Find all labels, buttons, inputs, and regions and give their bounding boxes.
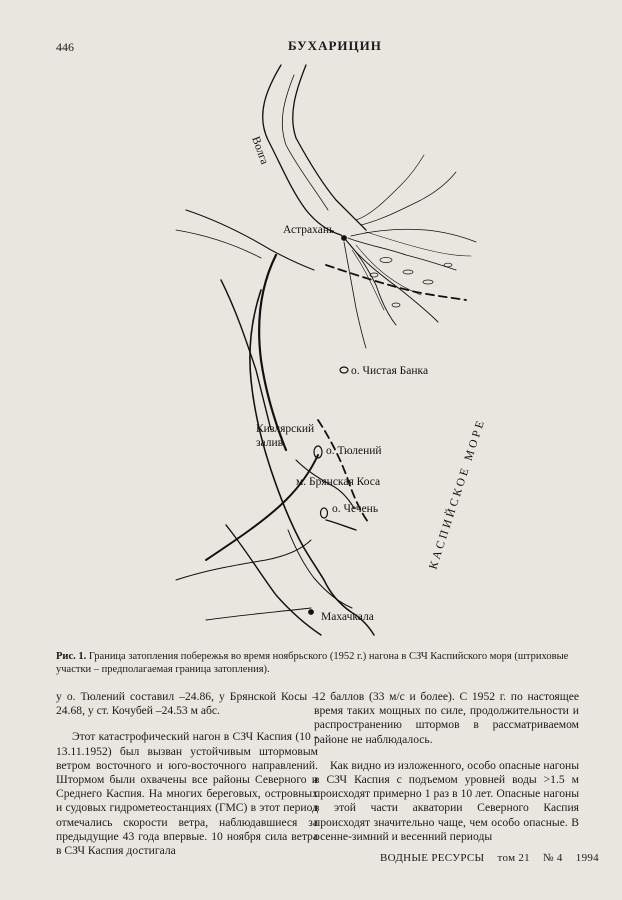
flood-boundary <box>259 255 286 450</box>
page-number: 446 <box>56 40 74 54</box>
island-chechen <box>321 508 328 518</box>
caption-number: Рис. 1. <box>56 651 87 662</box>
railway-south <box>226 525 321 635</box>
figure-caption <box>56 650 576 676</box>
delta-branch-6 <box>356 155 424 220</box>
bryanskaya-spit <box>326 520 356 530</box>
volga-bank-east <box>293 65 366 230</box>
label-caspian-sea: КАСПИЙСКОЕ МОРЕ <box>427 416 488 571</box>
north-channel-west <box>186 210 314 270</box>
paragraph-right-2: Как видно из изложенного, особо опасные нагоны в СЗЧ Каспия с подъемом уровней воды >1.5 м происходят примерно 1 раз в 10 лет. Опасные нагоны в этой части акватории Северного Каспия происходят значительно чаще, чем особо опасные. В осенне-зимний и весенний периоды <box>314 758 579 843</box>
coast-south-inner <box>288 530 352 608</box>
footer-year: 1994 <box>575 852 599 864</box>
label-chechen: о. Чечень <box>332 503 379 515</box>
label-volga: Волга <box>249 134 271 167</box>
paragraph-right-1: 12 баллов (33 м/с и более). С 1952 г. по настоящее время таких мощных по силе, продолжительности и распространению штормов в рассматриваемом районе не наблюдалось. <box>314 690 579 746</box>
river-terek <box>176 540 311 580</box>
volga-inner-channel <box>282 75 328 210</box>
coast-south <box>324 580 374 635</box>
delta-branch-7 <box>361 172 456 225</box>
caption-text: Граница затопления побережья во время ноябрьского (1952 г.) нагона в СЗЧ Каспийского моря (штриховые участки – предполагаемая граница затопления). <box>56 651 569 675</box>
running-title: БУХАРИЦИН <box>288 38 382 53</box>
island-chistaya-banka <box>340 367 348 373</box>
page-footer <box>380 852 609 864</box>
coast-west <box>250 290 324 580</box>
label-kizlyarsky: Кизлярский <box>256 423 315 435</box>
map-svg <box>56 60 576 645</box>
text-column-right <box>314 690 579 844</box>
delta-branch-5 <box>344 242 366 348</box>
volga-bank-west <box>263 65 341 235</box>
city-dot-astrakhan <box>342 236 347 241</box>
figure-map <box>56 60 576 645</box>
footer-issue: № 4 <box>543 852 563 864</box>
footer-volume: том 21 <box>497 852 530 864</box>
footer-journal: ВОДНЫЕ РЕСУРСЫ <box>380 852 485 864</box>
text-column-left <box>56 690 318 858</box>
label-chistaya-banka: о. Чистая Банка <box>351 365 429 377</box>
delta-branch-3 <box>346 240 438 322</box>
paragraph-left-1: у о. Тюлений составил –24.86, у Брянской Косы –24.68, у ст. Кочубей –24.53 м абс. <box>56 690 318 718</box>
label-kizlyarsky-bay: залив <box>256 437 284 449</box>
north-channel-west-2 <box>176 230 261 258</box>
railway-line <box>221 280 271 430</box>
delta-branch-4 <box>351 229 476 242</box>
city-dot-makhachkala <box>309 610 314 615</box>
dashed-boundary-1 <box>326 265 466 300</box>
label-makhachkala: Махачкала <box>321 611 374 623</box>
label-bryanskaya: м. Брянская Коса <box>296 476 381 488</box>
paragraph-left-2: Этот катастрофический нагон в СЗЧ Каспия (10 - 13.11.1952) был вызван устойчивым штормовым ветром восточного и юго-восточного направлений. Штормом были охвачены все районы Северного и Среднего Каспия. На многих береговых, островных и судовых гидрометеостанциях (ГМС) в этот период отмечались скорости ветра, наблюдавшиеся за предыдущие 43 года впервые. 10 ноября сила ветра в СЗЧ Каспия достигала <box>56 730 318 858</box>
label-astrakhan: Астрахань <box>283 224 335 236</box>
label-tyuleny: о. Тюлений <box>326 445 382 457</box>
